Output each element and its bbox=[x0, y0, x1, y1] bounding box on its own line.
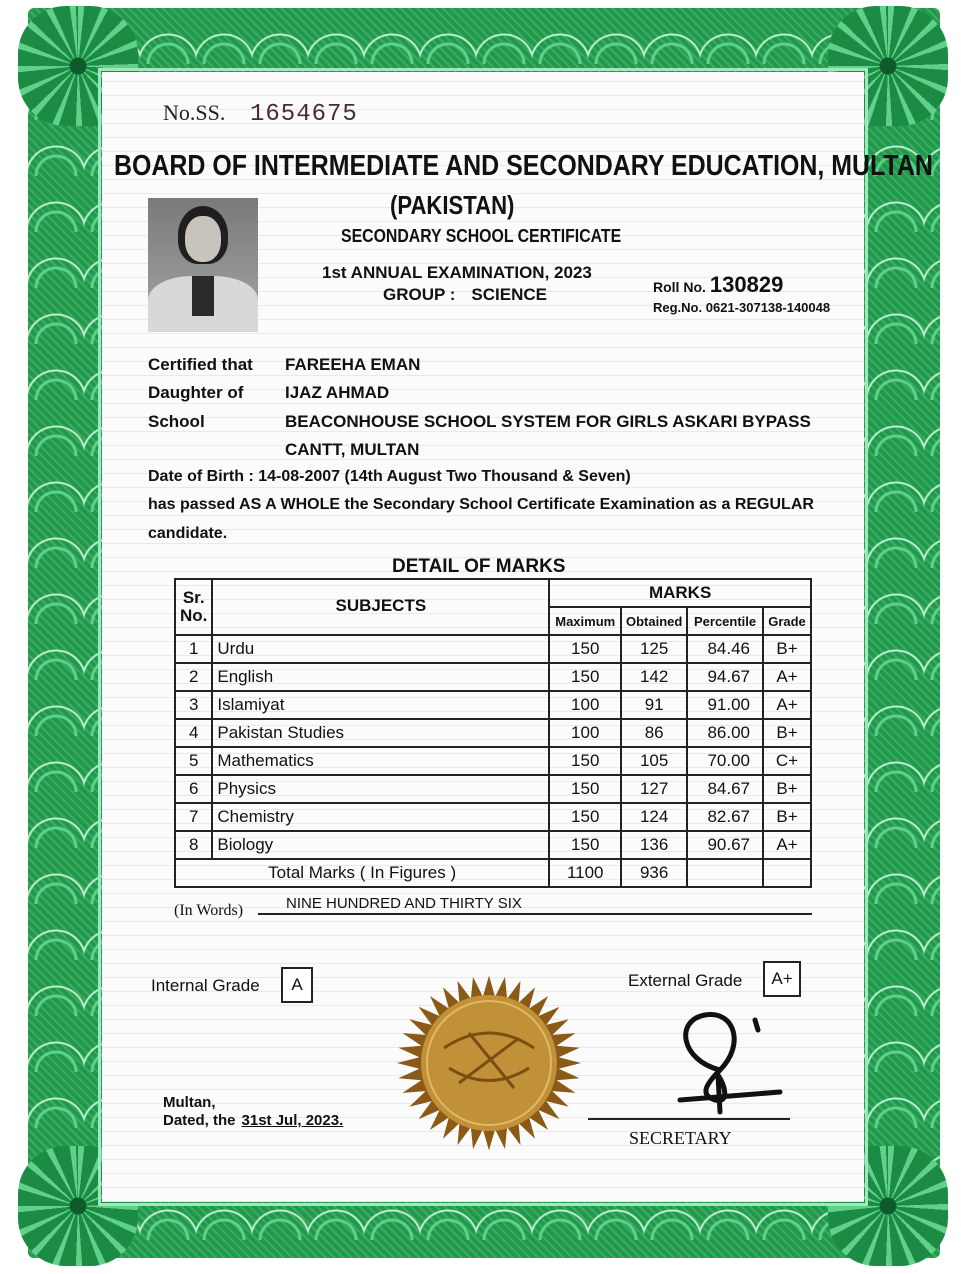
school-line1: BEACONHOUSE SCHOOL SYSTEM FOR GIRLS ASKARI BYPASS bbox=[285, 412, 811, 431]
external-grade-value: A+ bbox=[763, 961, 801, 997]
subject-name: English bbox=[212, 663, 549, 691]
maximum-marks: 150 bbox=[549, 747, 621, 775]
sr-number: 3 bbox=[175, 691, 212, 719]
maximum-header: Maximum bbox=[549, 607, 621, 635]
grade-header: Grade bbox=[763, 607, 811, 635]
maximum-marks: 100 bbox=[549, 691, 621, 719]
dob-label: Date of Birth : bbox=[148, 468, 254, 485]
school-line2: CANTT, MULTAN bbox=[285, 440, 420, 459]
reg-label: Reg.No. bbox=[653, 300, 703, 315]
marks-row bbox=[175, 747, 811, 775]
marks-row bbox=[175, 663, 811, 691]
secretary-label: SECRETARY bbox=[629, 1128, 732, 1148]
registration-block bbox=[653, 300, 830, 315]
roll-label: Roll No. bbox=[653, 279, 706, 295]
subjects-header: SUBJECTS bbox=[212, 579, 549, 635]
marks-row bbox=[175, 775, 811, 803]
marks-row bbox=[175, 719, 811, 747]
examination: 1st ANNUAL EXAMINATION, 2023 bbox=[322, 263, 592, 282]
obtained-marks: 127 bbox=[621, 775, 687, 803]
percentile: 86.00 bbox=[687, 719, 763, 747]
issue-date: 31st Jul, 2023. bbox=[241, 1112, 344, 1129]
group-label: GROUP : bbox=[383, 285, 456, 304]
reg-number: 0621-307138-140048 bbox=[705, 300, 831, 315]
marks-table bbox=[174, 578, 812, 888]
total-row bbox=[175, 859, 811, 887]
words-underline bbox=[258, 913, 812, 915]
percentile-header: Percentile bbox=[687, 607, 763, 635]
obtained-marks: 86 bbox=[621, 719, 687, 747]
subject-name: Pakistan Studies bbox=[212, 719, 549, 747]
subject-name: Chemistry bbox=[212, 803, 549, 831]
grade: B+ bbox=[763, 635, 811, 663]
student-photo bbox=[148, 198, 258, 332]
grade: B+ bbox=[763, 803, 811, 831]
sr-number: 2 bbox=[175, 663, 212, 691]
grade: A+ bbox=[763, 831, 811, 859]
subject-name: Islamiyat bbox=[212, 691, 549, 719]
sr-number: 8 bbox=[175, 831, 212, 859]
group-value: SCIENCE bbox=[471, 285, 547, 304]
marks-row bbox=[175, 803, 811, 831]
sr-number: 5 bbox=[175, 747, 212, 775]
sr-number: 1 bbox=[175, 635, 212, 663]
grade: B+ bbox=[763, 719, 811, 747]
maximum-marks: 150 bbox=[549, 831, 621, 859]
subject-name: Mathematics bbox=[212, 747, 549, 775]
words-value: NINE HUNDRED AND THIRTY SIX bbox=[286, 895, 522, 912]
subject-name: Urdu bbox=[212, 635, 549, 663]
place: Multan, bbox=[163, 1094, 216, 1111]
percentile: 82.67 bbox=[687, 803, 763, 831]
daughter-label: Daughter of bbox=[148, 383, 244, 402]
internal-grade-label: Internal Grade bbox=[151, 976, 260, 995]
sr-number: 4 bbox=[175, 719, 212, 747]
total-label: Total Marks ( In Figures ) bbox=[175, 859, 549, 887]
grade: B+ bbox=[763, 775, 811, 803]
certificate-type: SECONDARY SCHOOL CERTIFICATE bbox=[341, 226, 622, 246]
obtained-marks: 124 bbox=[621, 803, 687, 831]
subject-name: Biology bbox=[212, 831, 549, 859]
obtained-marks: 136 bbox=[621, 831, 687, 859]
certified-label: Certified that bbox=[148, 355, 253, 374]
dated-label: Dated, the bbox=[163, 1112, 236, 1129]
empty-cell bbox=[763, 859, 811, 887]
internal-grade-value: A bbox=[281, 967, 313, 1003]
dated-line bbox=[163, 1112, 343, 1129]
passed-line2: candidate. bbox=[148, 525, 228, 542]
marks-title: DETAIL OF MARKS bbox=[392, 556, 566, 577]
sr-number: 6 bbox=[175, 775, 212, 803]
subject-name: Physics bbox=[212, 775, 549, 803]
roll-number-block bbox=[653, 272, 783, 298]
marks-row bbox=[175, 831, 811, 859]
father-name: IJAZ AHMAD bbox=[285, 383, 390, 402]
sr-number: 7 bbox=[175, 803, 212, 831]
maximum-marks: 150 bbox=[549, 775, 621, 803]
serial-label: No.SS. bbox=[163, 100, 226, 125]
percentile: 90.67 bbox=[687, 831, 763, 859]
obtained-marks: 142 bbox=[621, 663, 687, 691]
percentile: 84.46 bbox=[687, 635, 763, 663]
student-name: FAREEHA EMAN bbox=[285, 355, 421, 374]
total-obtained: 936 bbox=[621, 859, 687, 887]
obtained-marks: 91 bbox=[621, 691, 687, 719]
words-label: (In Words) bbox=[174, 902, 244, 919]
marks-header: MARKS bbox=[549, 579, 811, 607]
dob-words: (14th August Two Thousand & Seven) bbox=[344, 468, 631, 485]
maximum-marks: 100 bbox=[549, 719, 621, 747]
sr-header: Sr. No. bbox=[175, 579, 212, 635]
total-maximum: 1100 bbox=[549, 859, 621, 887]
maximum-marks: 150 bbox=[549, 635, 621, 663]
passed-line1: has passed AS A WHOLE the Secondary School Certificate Examination as a REGULAR bbox=[148, 496, 814, 513]
serial-number: 1654675 bbox=[250, 101, 358, 128]
obtained-marks: 105 bbox=[621, 747, 687, 775]
maximum-marks: 150 bbox=[549, 663, 621, 691]
group bbox=[383, 285, 547, 305]
external-grade-label: External Grade bbox=[628, 971, 743, 990]
grade: C+ bbox=[763, 747, 811, 775]
obtained-header: Obtained bbox=[621, 607, 687, 635]
signature-line bbox=[588, 1118, 790, 1120]
obtained-marks: 125 bbox=[621, 635, 687, 663]
signature-icon bbox=[660, 1000, 800, 1120]
roll-number: 130829 bbox=[709, 272, 784, 297]
percentile: 94.67 bbox=[687, 663, 763, 691]
percentile: 84.67 bbox=[687, 775, 763, 803]
percentile: 91.00 bbox=[687, 691, 763, 719]
dob-line bbox=[148, 468, 631, 486]
marks-row bbox=[175, 691, 811, 719]
grade: A+ bbox=[763, 663, 811, 691]
board-name: BOARD OF INTERMEDIATE AND SECONDARY EDUCATION, MULTAN bbox=[114, 150, 933, 182]
empty-cell bbox=[687, 859, 763, 887]
dob-value: 14-08-2007 bbox=[258, 468, 341, 485]
percentile: 70.00 bbox=[687, 747, 763, 775]
gold-seal-icon bbox=[384, 968, 594, 1158]
country: (PAKISTAN) bbox=[390, 190, 515, 220]
school-label: School bbox=[148, 412, 205, 431]
marks-row bbox=[175, 635, 811, 663]
maximum-marks: 150 bbox=[549, 803, 621, 831]
grade: A+ bbox=[763, 691, 811, 719]
